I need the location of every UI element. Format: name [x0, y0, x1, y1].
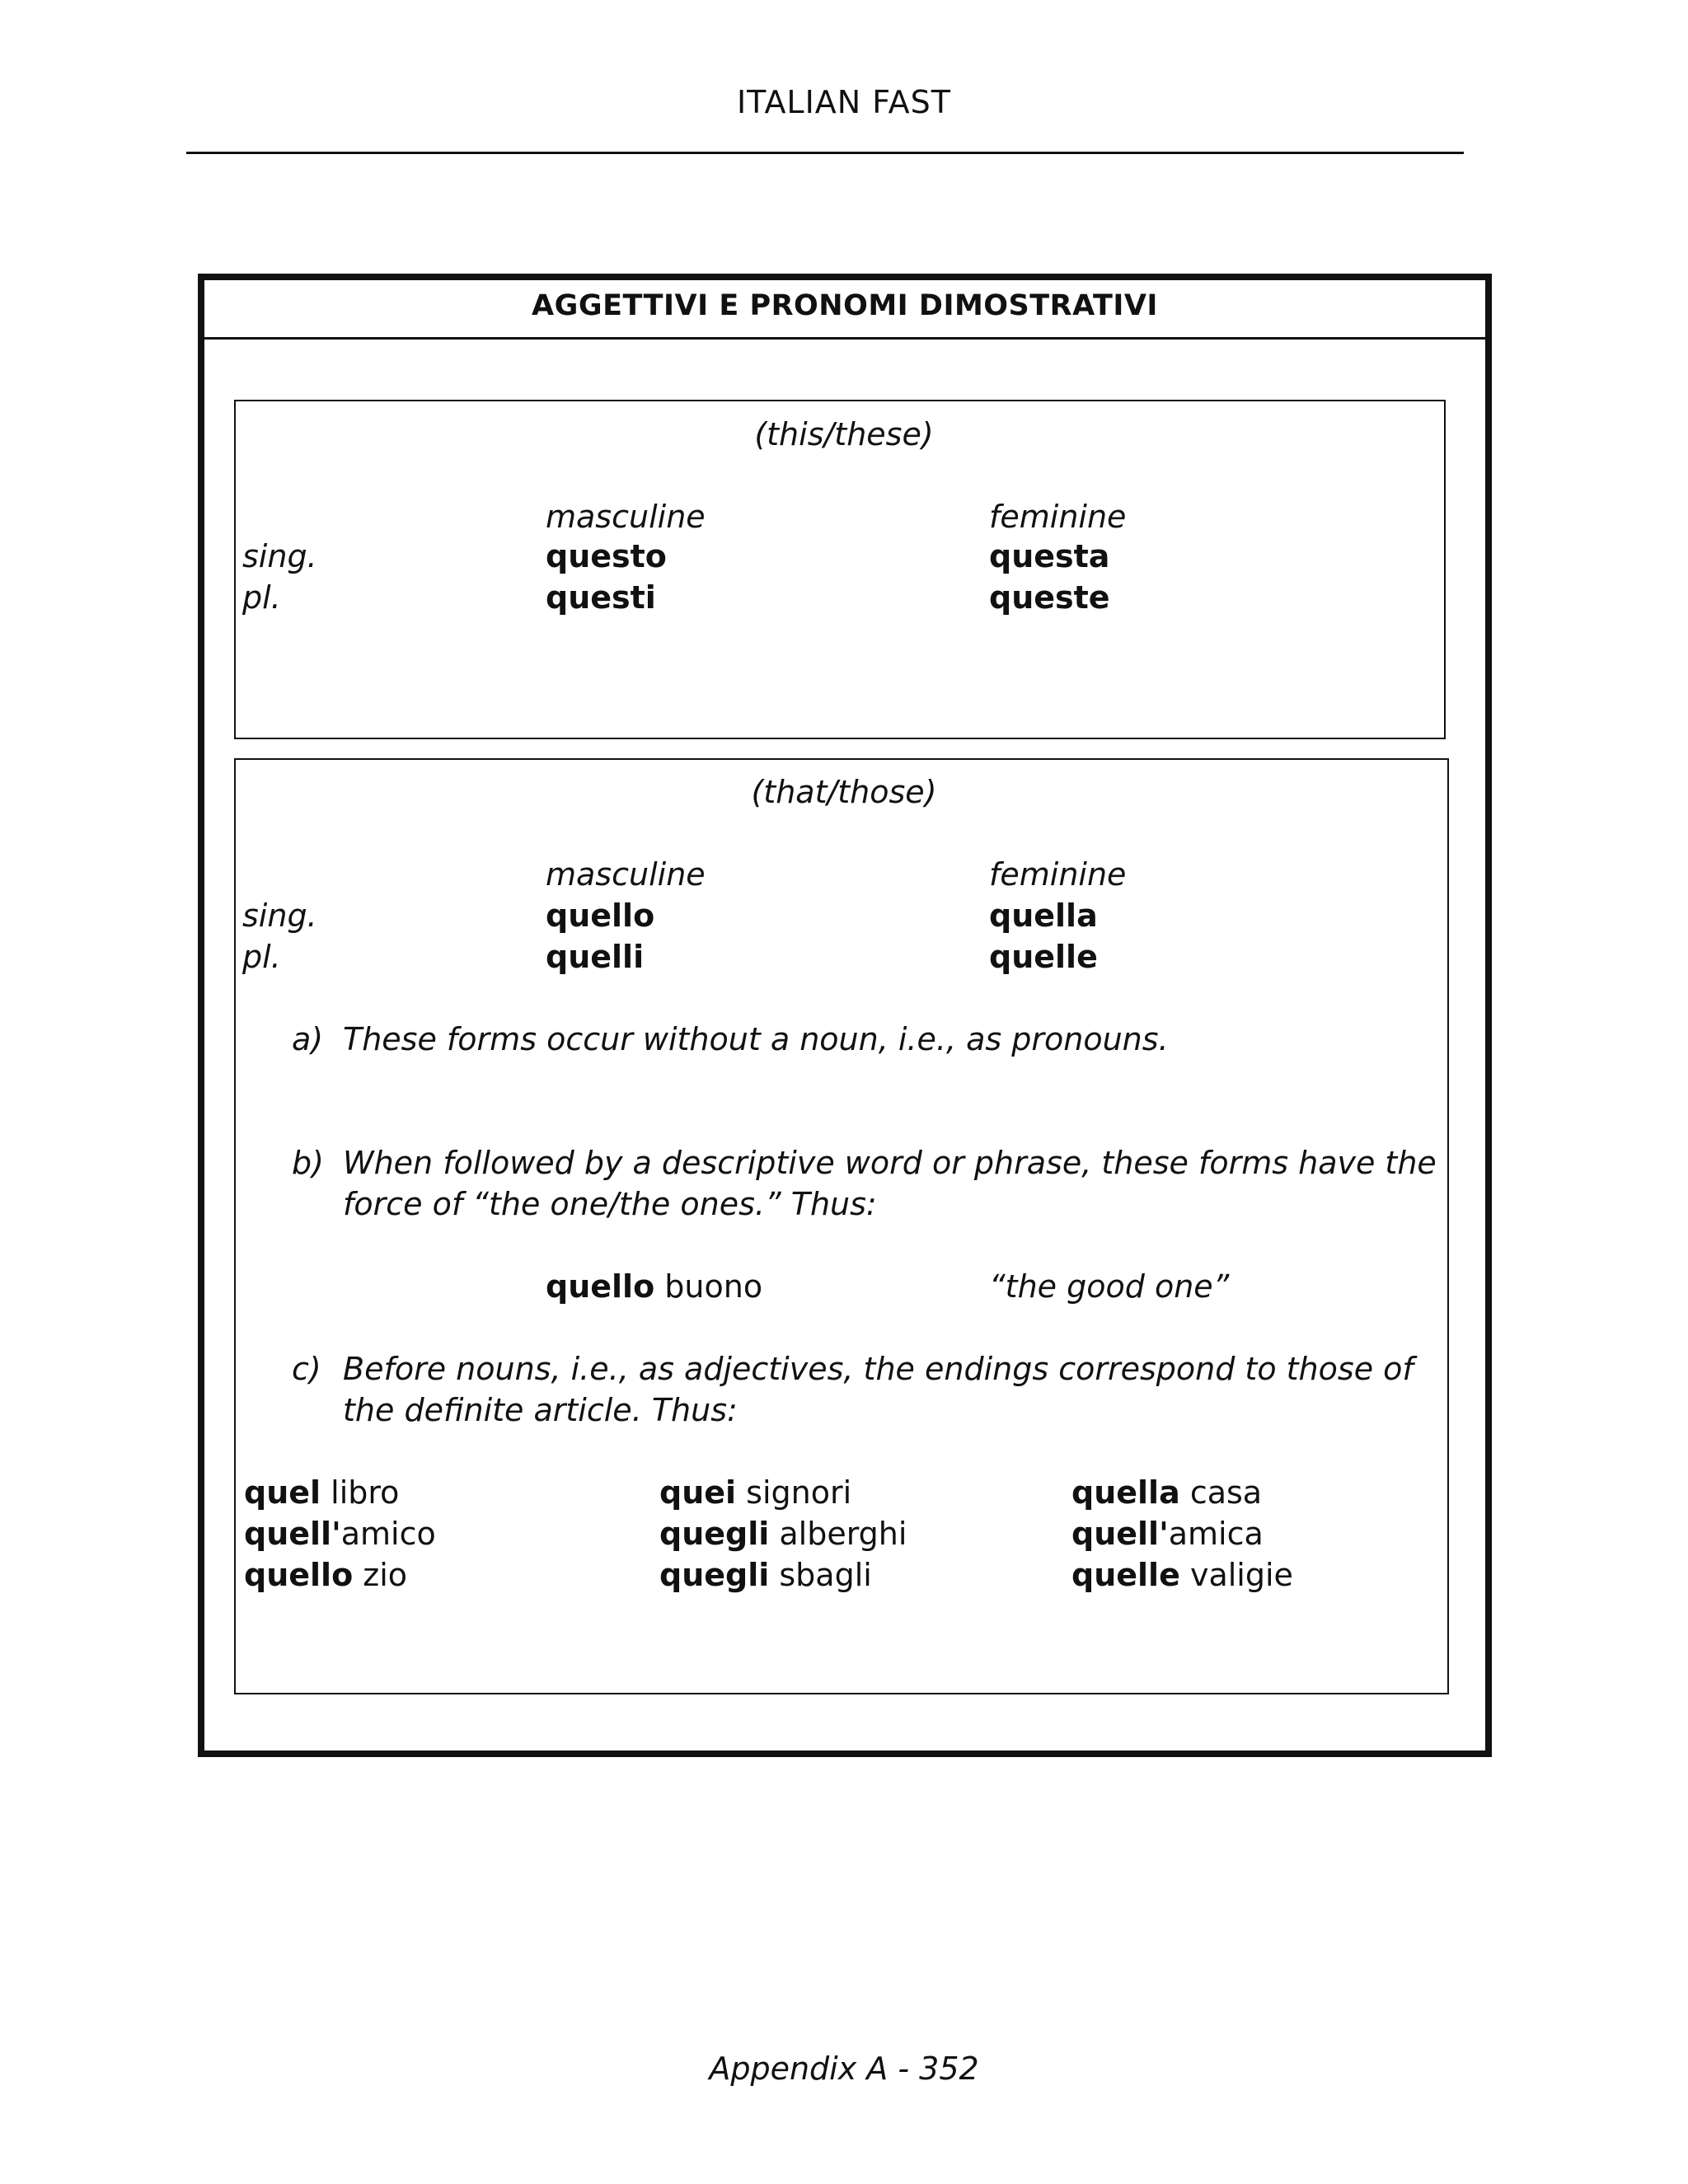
sing-label: sing. — [242, 898, 317, 934]
pl-masc-form: questi — [546, 579, 656, 616]
that-those-box — [234, 758, 1449, 1694]
example-item — [1071, 1474, 1263, 1511]
noun: sbagli — [779, 1557, 872, 1593]
masculine-label: masculine — [546, 856, 706, 893]
example-translation: “the good one” — [989, 1268, 1230, 1305]
page-footer: Appendix A - 352 — [709, 2050, 979, 2087]
article-form: quelle — [1071, 1557, 1180, 1593]
sing-masc-form: questo — [546, 538, 667, 574]
feminine-label: feminine — [989, 499, 1127, 535]
example-item — [1071, 1516, 1264, 1552]
note-a-marker: a) — [292, 1021, 324, 1057]
article-form: quell' — [244, 1516, 341, 1552]
noun: valigie — [1189, 1557, 1293, 1593]
example-item — [659, 1559, 872, 1591]
table-title: AGGETTIVI E PRONOMI DIMOSTRATIVI — [198, 274, 1492, 340]
article-form: quegli — [659, 1557, 770, 1593]
note-b-text-line2: force of “the one/the ones.” Thus: — [343, 1186, 877, 1222]
article-form: quell' — [1071, 1516, 1169, 1552]
noun: signori — [746, 1474, 852, 1511]
note-c-text-line1: Before nouns, i.e., as adjectives, the endings correspond to those of — [343, 1351, 1414, 1387]
article-form: quel — [244, 1474, 321, 1511]
example-item — [244, 1559, 407, 1591]
pl-label: pl. — [242, 939, 281, 975]
note-b-marker: b) — [292, 1145, 324, 1181]
feminine-label: feminine — [989, 856, 1127, 893]
noun: alberghi — [779, 1516, 907, 1552]
example-item — [1071, 1559, 1293, 1591]
note-c-marker: c) — [292, 1351, 321, 1387]
noun: zio — [363, 1557, 408, 1593]
example-item — [244, 1474, 400, 1511]
sing-fem-form: quella — [989, 898, 1098, 934]
article-form: quei — [659, 1474, 737, 1511]
example-phrase — [546, 1268, 763, 1305]
example-item — [659, 1516, 907, 1552]
noun: amica — [1168, 1516, 1264, 1552]
this-these-caption: (this/these) — [754, 416, 934, 452]
pl-label: pl. — [242, 579, 281, 616]
article-form: quella — [1071, 1474, 1180, 1511]
sing-masc-form: quello — [546, 898, 655, 934]
example-item — [659, 1474, 852, 1511]
sing-label: sing. — [242, 538, 317, 574]
example-word: buono — [664, 1268, 763, 1305]
note-a-text: These forms occur without a noun, i.e., as pronouns. — [343, 1021, 1169, 1057]
masculine-label: masculine — [546, 499, 706, 535]
noun: libro — [331, 1474, 400, 1511]
sing-fem-form: questa — [989, 538, 1110, 574]
pl-fem-form: quelle — [989, 939, 1098, 975]
running-header: ITALIAN FAST — [736, 84, 952, 120]
noun: casa — [1189, 1474, 1263, 1511]
noun: amico — [340, 1516, 436, 1552]
example-item — [244, 1516, 436, 1552]
that-those-caption: (that/those) — [751, 774, 937, 810]
pl-masc-form: quelli — [546, 939, 645, 975]
note-c-text-line2: the definite article. Thus: — [343, 1392, 738, 1428]
article-form: quegli — [659, 1516, 770, 1552]
pl-fem-form: queste — [989, 579, 1110, 616]
article-form: quello — [244, 1557, 354, 1593]
example-bold: quello — [546, 1268, 655, 1305]
note-b-text-line1: When followed by a descriptive word or phrase, these forms have the — [343, 1145, 1437, 1181]
header-rule — [186, 152, 1464, 154]
